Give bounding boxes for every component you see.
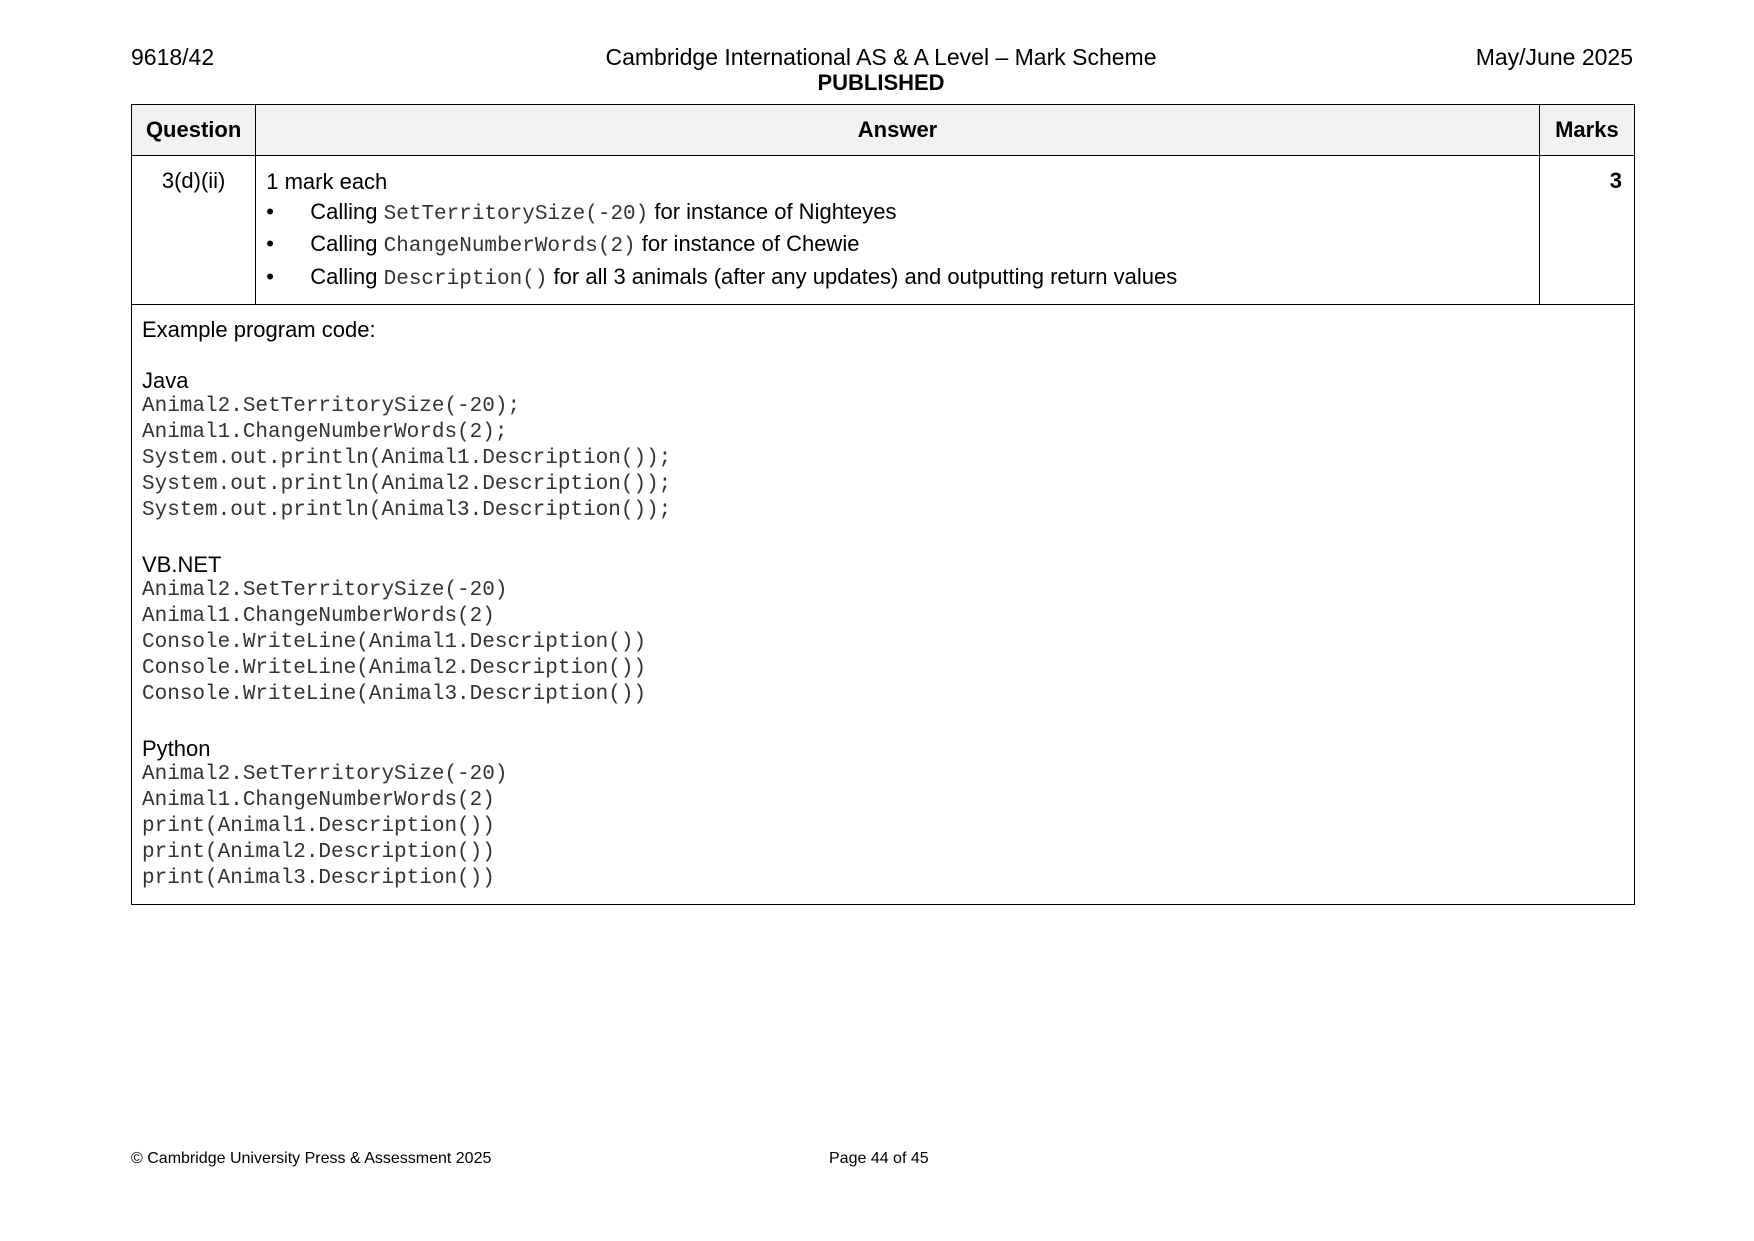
table-header-row bbox=[132, 105, 1635, 156]
mark-points bbox=[266, 197, 1529, 295]
code-line: Animal1.ChangeNumberWords(2); bbox=[142, 421, 508, 444]
answer-intro: 1 mark each bbox=[266, 169, 388, 194]
answer-column-header: Answer bbox=[256, 105, 1540, 156]
language-label: Python bbox=[142, 736, 211, 761]
code-block-vbnet bbox=[142, 552, 1624, 708]
mark-point-text: for instance of Nighteyes bbox=[648, 198, 897, 224]
inline-code: Description() bbox=[383, 267, 548, 291]
code-line: print(Animal2.Description()) bbox=[142, 841, 495, 864]
document-title: Cambridge International AS & A Level – Mark Scheme bbox=[605, 44, 1157, 70]
code-block-python bbox=[142, 736, 1624, 892]
mark-point bbox=[266, 197, 1529, 230]
marks-value: 3 bbox=[1539, 156, 1634, 305]
code-line: Console.WriteLine(Animal2.Description()) bbox=[142, 657, 647, 680]
paper-code: 9618/42 bbox=[131, 44, 215, 70]
published-label: PUBLISHED bbox=[817, 70, 945, 95]
code-block-java bbox=[142, 368, 1624, 524]
code-line: Animal2.SetTerritorySize(-20) bbox=[142, 579, 508, 602]
mark-scheme-table bbox=[131, 104, 1635, 905]
code-line: print(Animal1.Description()) bbox=[142, 815, 495, 838]
example-code-cell bbox=[132, 305, 1635, 905]
table-row bbox=[132, 156, 1635, 305]
code-line: Console.WriteLine(Animal1.Description()) bbox=[142, 631, 647, 654]
code-line: System.out.println(Animal2.Description()); bbox=[142, 473, 672, 496]
code-line: Animal2.SetTerritorySize(-20); bbox=[142, 395, 521, 418]
mark-point bbox=[266, 229, 1529, 262]
exam-session: May/June 2025 bbox=[1475, 44, 1633, 70]
question-column-header: Question bbox=[132, 105, 256, 156]
code-line: System.out.println(Animal3.Description()); bbox=[142, 499, 672, 522]
language-label: VB.NET bbox=[142, 552, 222, 577]
inline-code: ChangeNumberWords(2) bbox=[383, 235, 636, 258]
marks-column-header: Marks bbox=[1539, 105, 1634, 156]
code-line: Console.WriteLine(Animal3.Description()) bbox=[142, 683, 647, 706]
code-line: Animal1.ChangeNumberWords(2) bbox=[142, 605, 495, 628]
mark-point bbox=[266, 262, 1529, 295]
mark-point-text: Calling bbox=[310, 263, 384, 289]
answer-cell bbox=[256, 156, 1540, 305]
page-number: Page 44 of 45 bbox=[829, 1150, 929, 1167]
example-row bbox=[132, 305, 1635, 905]
example-intro: Example program code: bbox=[142, 317, 376, 342]
question-number: 3(d)(ii) bbox=[132, 156, 256, 305]
code-line: Animal1.ChangeNumberWords(2) bbox=[142, 789, 495, 812]
code-line: System.out.println(Animal1.Description()); bbox=[142, 447, 672, 470]
mark-point-text: Calling bbox=[310, 198, 384, 224]
code-line: Animal2.SetTerritorySize(-20) bbox=[142, 763, 508, 786]
mark-point-text: for instance of Chewie bbox=[635, 231, 860, 256]
copyright-notice: © Cambridge University Press & Assessment 2025 bbox=[131, 1150, 492, 1167]
code-line: print(Animal3.Description()) bbox=[142, 867, 495, 890]
mark-point-text: Calling bbox=[310, 231, 384, 256]
inline-code: SetTerritorySize(-20) bbox=[383, 202, 649, 226]
language-label: Java bbox=[142, 368, 189, 393]
mark-point-text: for all 3 animals (after any updates) and outputting return values bbox=[547, 263, 1178, 289]
